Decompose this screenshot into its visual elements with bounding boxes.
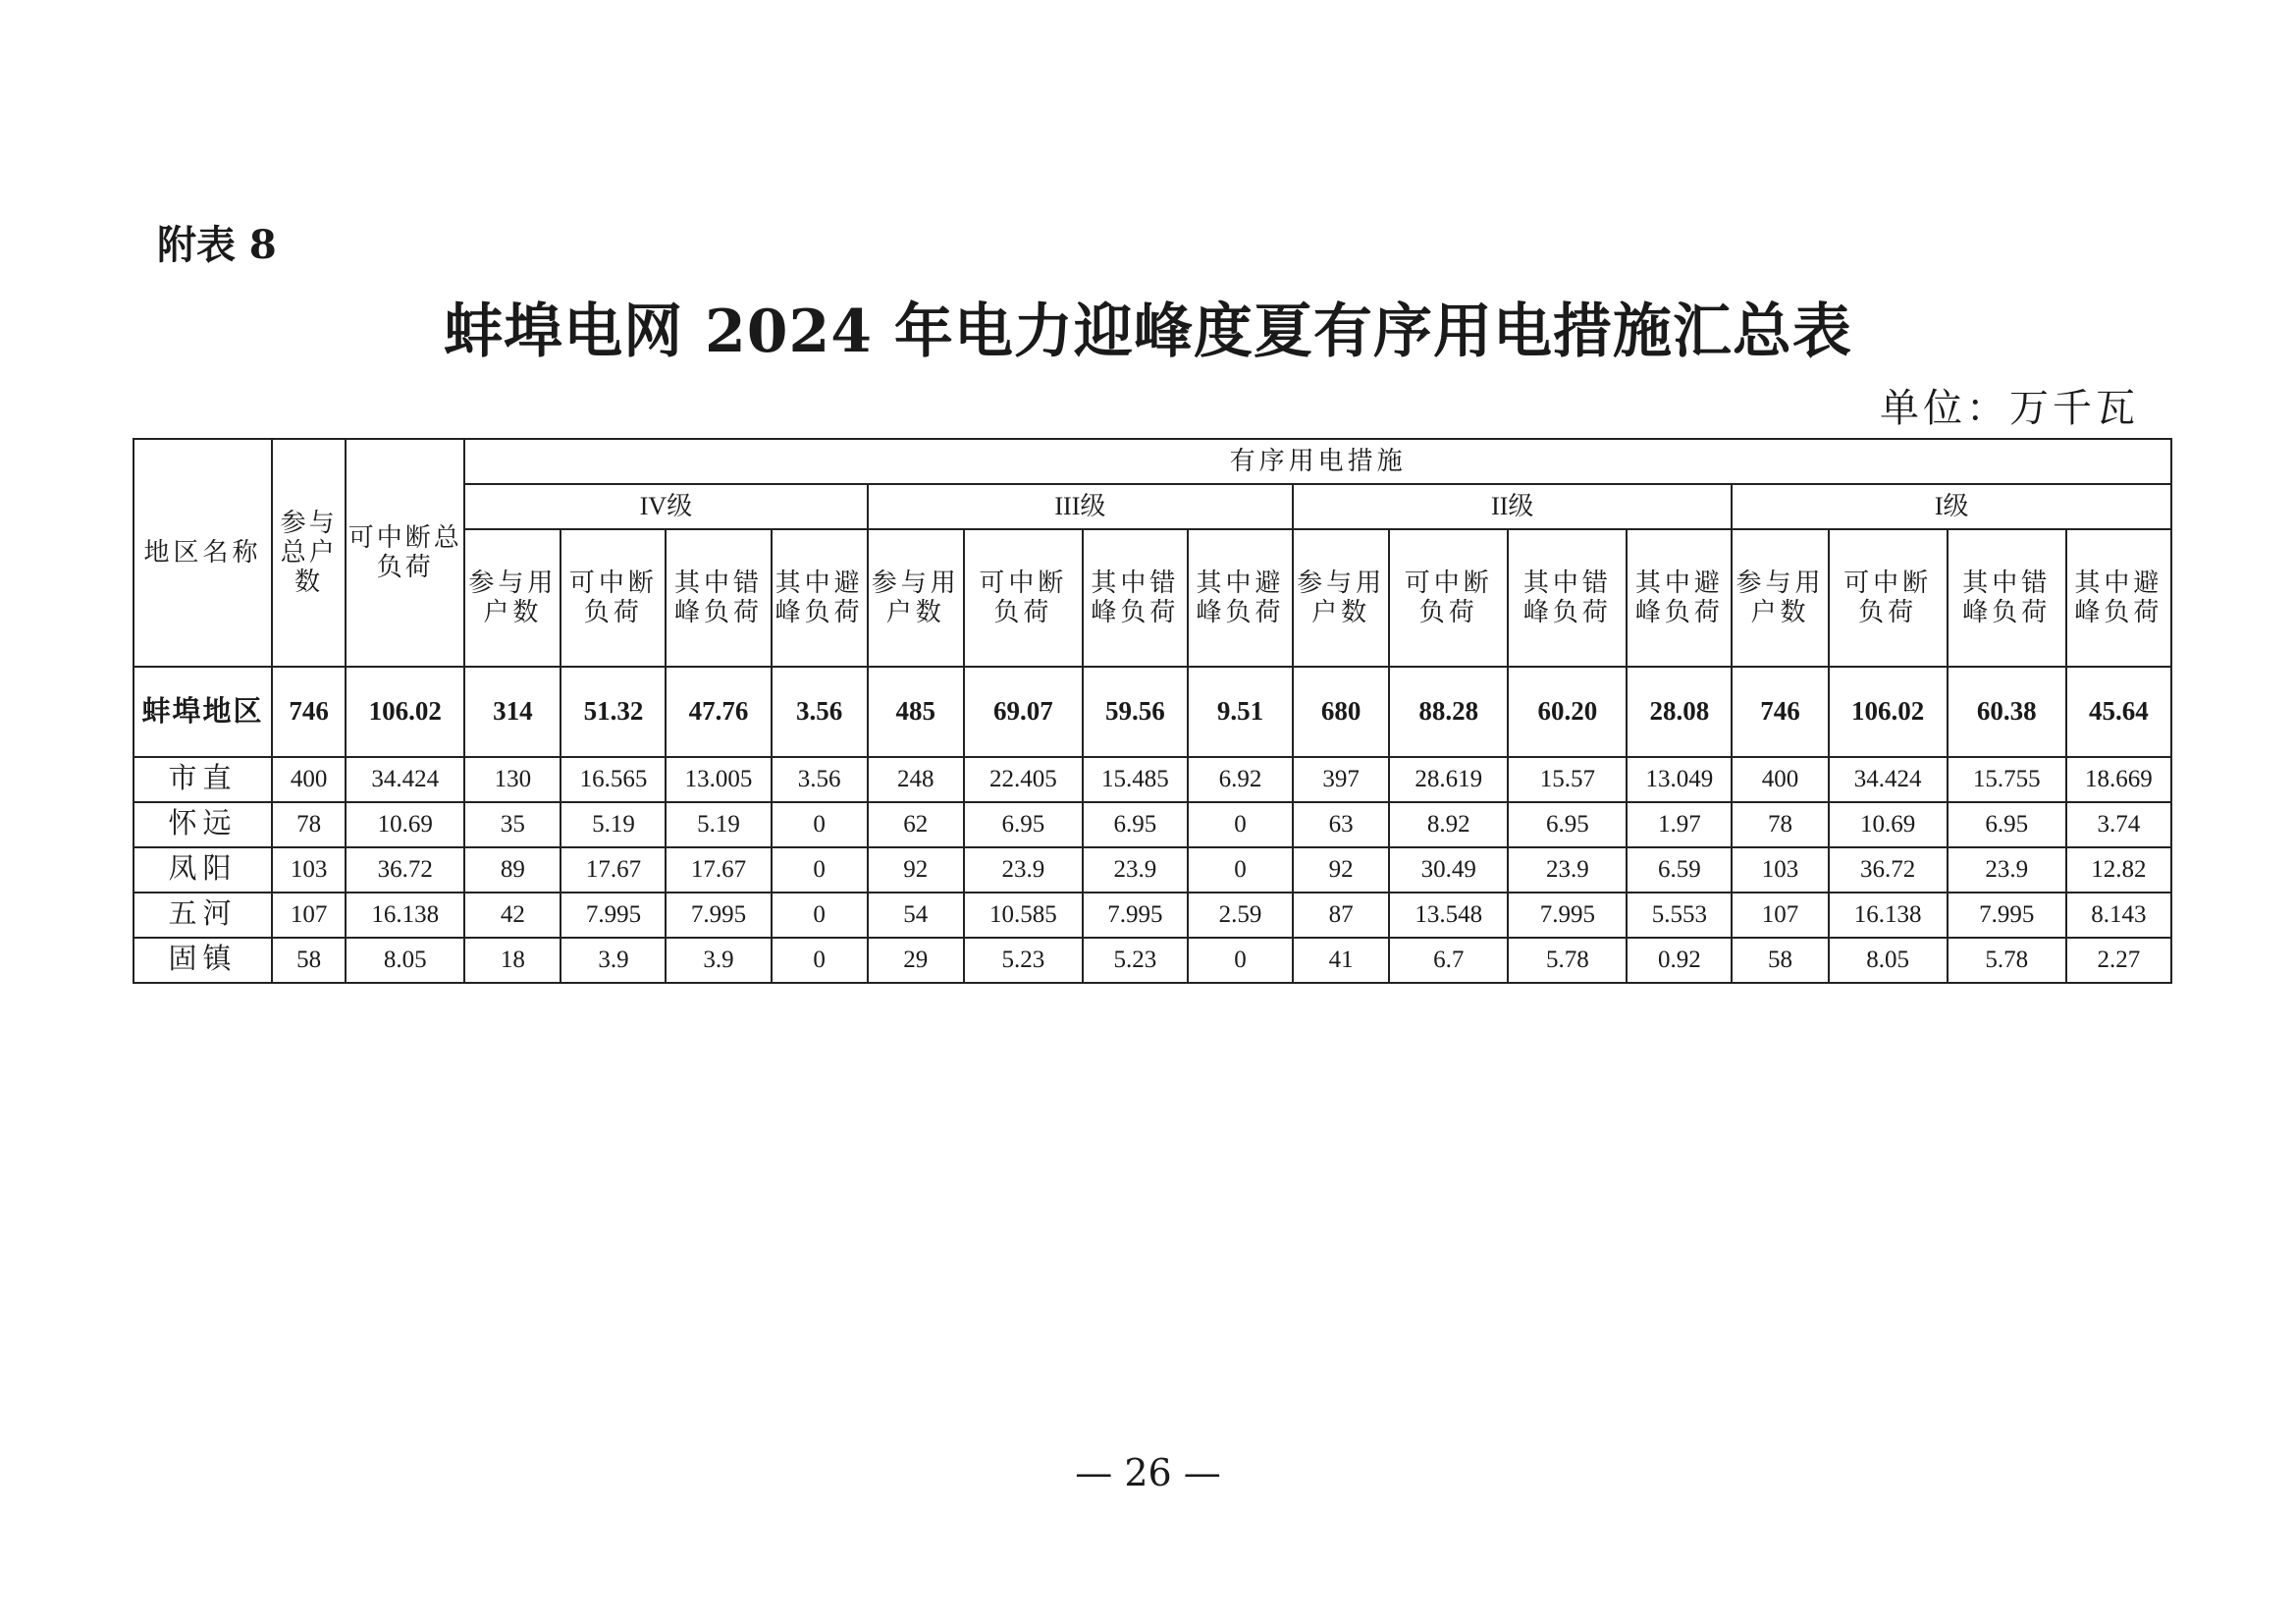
ii-users-cell: 92 xyxy=(1293,847,1389,893)
ii-users-cell: 63 xyxy=(1293,802,1389,847)
i-avoid-cell: 3.74 xyxy=(2066,802,2171,847)
ii-users-cell: 397 xyxy=(1293,757,1389,802)
i-shift-cell: 7.995 xyxy=(1948,893,2066,938)
ii-avoid-cell: 1.97 xyxy=(1627,802,1732,847)
iii-users-cell: 29 xyxy=(868,938,964,983)
i-avoid-cell: 45.64 xyxy=(2066,667,2171,757)
iv-avoid-cell: 0 xyxy=(772,802,868,847)
subheader-interruptible-load: 可中断负荷 xyxy=(1389,529,1508,667)
iv-avoid-cell: 0 xyxy=(772,847,868,893)
iii-shift-cell: 23.9 xyxy=(1083,847,1188,893)
header-level-i: I级 xyxy=(1732,484,2171,529)
iii-avoid-cell: 0 xyxy=(1188,847,1293,893)
region-cell: 固镇 xyxy=(133,938,272,983)
subheader-peak-shift-load: 其中错峰负荷 xyxy=(666,529,771,667)
i-interruptible-cell: 36.72 xyxy=(1829,847,1948,893)
iv-shift-cell: 3.9 xyxy=(666,938,771,983)
ii-shift-cell: 5.78 xyxy=(1508,938,1627,983)
subheader-peak-shift-load: 其中错峰负荷 xyxy=(1508,529,1627,667)
subheader-peak-avoid-load: 其中避峰负荷 xyxy=(2066,529,2171,667)
subheader-interruptible-load: 可中断负荷 xyxy=(561,529,666,667)
iii-interruptible-cell: 5.23 xyxy=(964,938,1083,983)
region-cell: 五河 xyxy=(133,893,272,938)
iv-shift-cell: 7.995 xyxy=(666,893,771,938)
i-avoid-cell: 8.143 xyxy=(2066,893,2171,938)
ii-avoid-cell: 5.553 xyxy=(1627,893,1732,938)
i-shift-cell: 60.38 xyxy=(1948,667,2066,757)
iii-shift-cell: 5.23 xyxy=(1083,938,1188,983)
ii-avoid-cell: 28.08 xyxy=(1627,667,1732,757)
total-load-cell: 36.72 xyxy=(346,847,464,893)
i-avoid-cell: 18.669 xyxy=(2066,757,2171,802)
ii-interruptible-cell: 13.548 xyxy=(1389,893,1508,938)
ii-shift-cell: 7.995 xyxy=(1508,893,1627,938)
iii-interruptible-cell: 6.95 xyxy=(964,802,1083,847)
total-users-cell: 78 xyxy=(272,802,346,847)
ii-interruptible-cell: 28.619 xyxy=(1389,757,1508,802)
ii-interruptible-cell: 6.7 xyxy=(1389,938,1508,983)
iii-avoid-cell: 6.92 xyxy=(1188,757,1293,802)
iv-interruptible-cell: 5.19 xyxy=(561,802,666,847)
ii-users-cell: 41 xyxy=(1293,938,1389,983)
iii-interruptible-cell: 10.585 xyxy=(964,893,1083,938)
document-title: 蚌埠电网 2024 年电力迎峰度夏有序用电措施汇总表 xyxy=(444,298,1852,366)
total-users-cell: 107 xyxy=(272,893,346,938)
iii-shift-cell: 7.995 xyxy=(1083,893,1188,938)
iv-avoid-cell: 0 xyxy=(772,893,868,938)
subheader-participating-users: 参与用户数 xyxy=(464,529,561,667)
i-users-cell: 103 xyxy=(1732,847,1828,893)
iv-shift-cell: 5.19 xyxy=(666,802,771,847)
subheader-peak-shift-load: 其中错峰负荷 xyxy=(1083,529,1188,667)
ii-users-cell: 680 xyxy=(1293,667,1389,757)
ii-avoid-cell: 0.92 xyxy=(1627,938,1732,983)
iii-shift-cell: 15.485 xyxy=(1083,757,1188,802)
iii-shift-cell: 6.95 xyxy=(1083,802,1188,847)
iv-avoid-cell: 0 xyxy=(772,938,868,983)
table-row xyxy=(133,893,2171,938)
iv-users-cell: 89 xyxy=(464,847,561,893)
iii-avoid-cell: 0 xyxy=(1188,802,1293,847)
iv-users-cell: 18 xyxy=(464,938,561,983)
total-users-cell: 400 xyxy=(272,757,346,802)
subheader-peak-avoid-load: 其中避峰负荷 xyxy=(1627,529,1732,667)
ii-shift-cell: 60.20 xyxy=(1508,667,1627,757)
i-shift-cell: 15.755 xyxy=(1948,757,2066,802)
iv-avoid-cell: 3.56 xyxy=(772,667,868,757)
page-number: — 26 — xyxy=(1075,1451,1221,1494)
iii-avoid-cell: 2.59 xyxy=(1188,893,1293,938)
region-cell: 市直 xyxy=(133,757,272,802)
i-interruptible-cell: 34.424 xyxy=(1829,757,1948,802)
i-avoid-cell: 2.27 xyxy=(2066,938,2171,983)
header-level-iv: IV级 xyxy=(464,484,867,529)
ii-interruptible-cell: 88.28 xyxy=(1389,667,1508,757)
subheader-peak-shift-load: 其中错峰负荷 xyxy=(1948,529,2066,667)
i-avoid-cell: 12.82 xyxy=(2066,847,2171,893)
total-load-cell: 34.424 xyxy=(346,757,464,802)
total-load-cell: 10.69 xyxy=(346,802,464,847)
iv-shift-cell: 47.76 xyxy=(666,667,771,757)
iv-avoid-cell: 3.56 xyxy=(772,757,868,802)
iv-interruptible-cell: 7.995 xyxy=(561,893,666,938)
iii-users-cell: 248 xyxy=(868,757,964,802)
header-level-iii: III级 xyxy=(868,484,1293,529)
subheader-participating-users: 参与用户数 xyxy=(868,529,964,667)
header-region: 地区名称 xyxy=(133,439,272,667)
subheader-participating-users: 参与用户数 xyxy=(1732,529,1828,667)
i-shift-cell: 5.78 xyxy=(1948,938,2066,983)
iv-users-cell: 35 xyxy=(464,802,561,847)
iii-interruptible-cell: 23.9 xyxy=(964,847,1083,893)
iii-users-cell: 485 xyxy=(868,667,964,757)
region-cell: 凤阳 xyxy=(133,847,272,893)
ii-shift-cell: 15.57 xyxy=(1508,757,1627,802)
iv-shift-cell: 17.67 xyxy=(666,847,771,893)
total-load-cell: 16.138 xyxy=(346,893,464,938)
ii-avoid-cell: 6.59 xyxy=(1627,847,1732,893)
iv-users-cell: 314 xyxy=(464,667,561,757)
total-users-cell: 103 xyxy=(272,847,346,893)
iv-users-cell: 42 xyxy=(464,893,561,938)
region-cell: 蚌埠地区 xyxy=(133,667,272,757)
subheader-peak-avoid-load: 其中避峰负荷 xyxy=(1188,529,1293,667)
iii-users-cell: 92 xyxy=(868,847,964,893)
iii-interruptible-cell: 22.405 xyxy=(964,757,1083,802)
header-total-users: 参与总户数 xyxy=(272,439,346,667)
table-row xyxy=(133,847,2171,893)
i-users-cell: 746 xyxy=(1732,667,1828,757)
appendix-label: 附表 8 xyxy=(157,222,277,268)
total-load-cell: 106.02 xyxy=(346,667,464,757)
unit-label: 单位：万千瓦 xyxy=(1880,386,2139,431)
iii-avoid-cell: 9.51 xyxy=(1188,667,1293,757)
ii-avoid-cell: 13.049 xyxy=(1627,757,1732,802)
iii-shift-cell: 59.56 xyxy=(1083,667,1188,757)
total-users-cell: 746 xyxy=(272,667,346,757)
iv-interruptible-cell: 51.32 xyxy=(561,667,666,757)
iv-users-cell: 130 xyxy=(464,757,561,802)
iii-avoid-cell: 0 xyxy=(1188,938,1293,983)
i-shift-cell: 6.95 xyxy=(1948,802,2066,847)
table-row xyxy=(133,938,2171,983)
i-users-cell: 58 xyxy=(1732,938,1828,983)
total-load-cell: 8.05 xyxy=(346,938,464,983)
i-users-cell: 107 xyxy=(1732,893,1828,938)
ii-shift-cell: 6.95 xyxy=(1508,802,1627,847)
ii-users-cell: 87 xyxy=(1293,893,1389,938)
i-interruptible-cell: 106.02 xyxy=(1829,667,1948,757)
i-users-cell: 78 xyxy=(1732,802,1828,847)
ii-interruptible-cell: 8.92 xyxy=(1389,802,1508,847)
i-interruptible-cell: 16.138 xyxy=(1829,893,1948,938)
header-total-load: 可中断总负荷 xyxy=(346,439,464,667)
i-users-cell: 400 xyxy=(1732,757,1828,802)
measures-summary-table xyxy=(133,438,2172,984)
iii-users-cell: 62 xyxy=(868,802,964,847)
region-cell: 怀远 xyxy=(133,802,272,847)
subheader-interruptible-load: 可中断负荷 xyxy=(1829,529,1948,667)
header-level-ii: II级 xyxy=(1293,484,1732,529)
subheader-peak-avoid-load: 其中避峰负荷 xyxy=(772,529,868,667)
i-shift-cell: 23.9 xyxy=(1948,847,2066,893)
iv-interruptible-cell: 16.565 xyxy=(561,757,666,802)
table-row xyxy=(133,757,2171,802)
summary-row xyxy=(133,667,2171,757)
iii-users-cell: 54 xyxy=(868,893,964,938)
header-measures: 有序用电措施 xyxy=(464,439,2171,484)
iii-interruptible-cell: 69.07 xyxy=(964,667,1083,757)
table-row xyxy=(133,802,2171,847)
iv-shift-cell: 13.005 xyxy=(666,757,771,802)
subheader-participating-users: 参与用户数 xyxy=(1293,529,1389,667)
iv-interruptible-cell: 17.67 xyxy=(561,847,666,893)
i-interruptible-cell: 8.05 xyxy=(1829,938,1948,983)
table-body xyxy=(133,667,2171,983)
total-users-cell: 58 xyxy=(272,938,346,983)
ii-interruptible-cell: 30.49 xyxy=(1389,847,1508,893)
iv-interruptible-cell: 3.9 xyxy=(561,938,666,983)
i-interruptible-cell: 10.69 xyxy=(1829,802,1948,847)
subheader-interruptible-load: 可中断负荷 xyxy=(964,529,1083,667)
ii-shift-cell: 23.9 xyxy=(1508,847,1627,893)
